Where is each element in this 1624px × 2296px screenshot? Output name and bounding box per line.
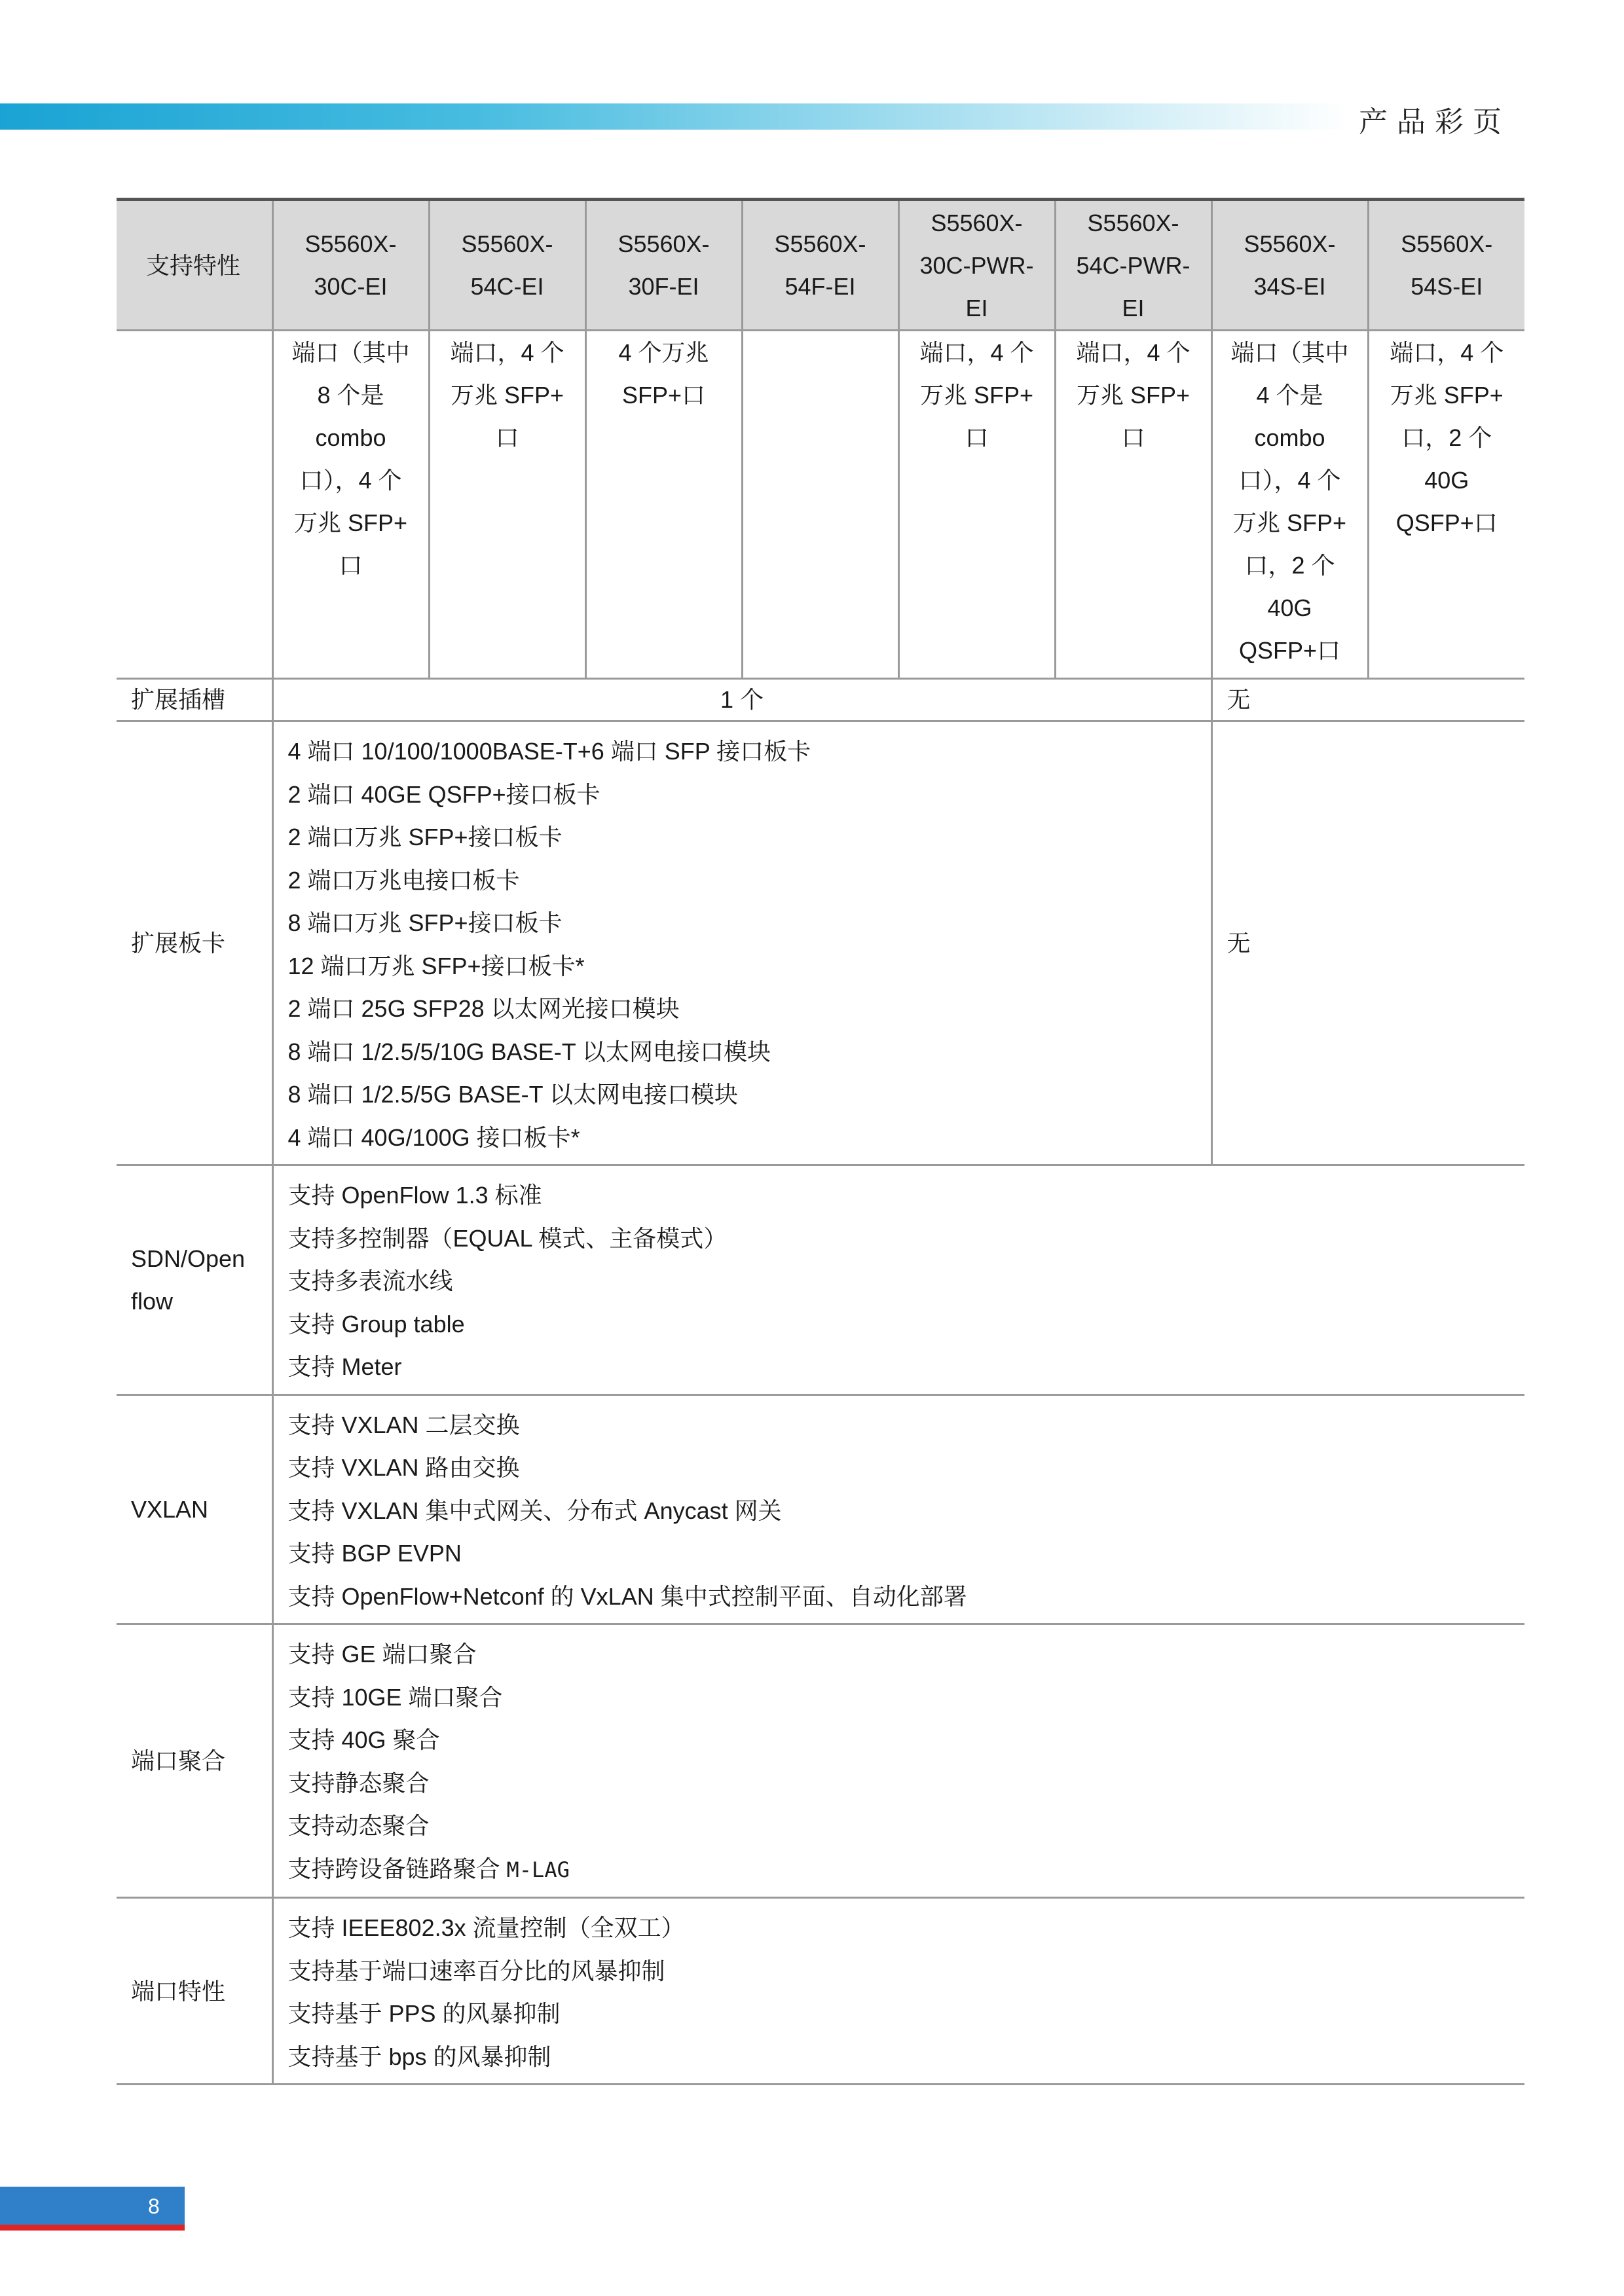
model-header: S5560X- 54S-EI bbox=[1368, 200, 1524, 331]
list-item: 2 端口万兆电接口板卡 bbox=[287, 866, 520, 894]
port-features-list bbox=[272, 1898, 1524, 2085]
spec-table bbox=[117, 198, 1524, 2085]
ports-cell: 4 个万兆 SFP+口 bbox=[585, 331, 742, 679]
ports-cell: 端口（其中 4 个是 combo 口），4 个 万兆 SFP+ 口，2 个 40G QSFP+口 bbox=[1211, 331, 1368, 679]
list-item: 支持 VXLAN 集中式网关、分布式 Anycast 网关 bbox=[287, 1497, 782, 1524]
list-item: 支持 OpenFlow 1.3 标准 bbox=[287, 1182, 542, 1209]
list-item: 支持 OpenFlow+Netconf 的 VxLAN 集中式控制平面、自动化部署 bbox=[287, 1582, 967, 1610]
model-header: S5560X- 54F-EI bbox=[742, 200, 898, 331]
ports-label-cell bbox=[117, 331, 272, 679]
sdn-label: SDN/Open flow bbox=[117, 1165, 272, 1395]
model-header: S5560X- 30C-EI bbox=[272, 200, 429, 331]
port-features-label: 端口特性 bbox=[117, 1898, 272, 2085]
list-item: 支持跨设备链路聚合 M-LAG bbox=[287, 1855, 570, 1882]
list-item: 8 端口 1/2.5/5G BASE-T 以太网电接口模块 bbox=[287, 1081, 738, 1108]
header-gradient-bar bbox=[0, 103, 1349, 130]
page-number: 8 bbox=[148, 2195, 160, 2218]
list-item: 支持基于端口速率百分比的风暴抑制 bbox=[287, 1957, 665, 1984]
aggregation-list bbox=[272, 1624, 1524, 1898]
feature-header: 支持特性 bbox=[117, 200, 272, 331]
list-item: 8 端口 1/2.5/5/10G BASE-T 以太网电接口模块 bbox=[287, 1038, 771, 1065]
list-item: 支持多控制器（EQUAL 模式、主备模式） bbox=[287, 1224, 728, 1252]
list-item: 2 端口 40GE QSFP+接口板卡 bbox=[287, 780, 600, 808]
expansion-card-row bbox=[117, 721, 1524, 1165]
ports-cell: 端口，4 个 万兆 SFP+ 口 bbox=[429, 331, 585, 679]
expansion-slot-row bbox=[117, 679, 1524, 721]
ports-cell bbox=[742, 331, 898, 679]
ports-cell: 端口，4 个 万兆 SFP+ 口 bbox=[898, 331, 1055, 679]
list-item: 支持 10GE 端口聚合 bbox=[287, 1683, 503, 1711]
list-item: 2 端口 25G SFP28 以太网光接口模块 bbox=[287, 995, 680, 1022]
list-item: 支持 VXLAN 二层交换 bbox=[287, 1411, 520, 1438]
list-item: 12 端口万兆 SFP+接口板卡* bbox=[287, 952, 585, 979]
vxlan-list bbox=[272, 1394, 1524, 1624]
vxlan-label: VXLAN bbox=[117, 1394, 272, 1624]
expansion-card-value-s: 无 bbox=[1211, 721, 1524, 1165]
aggregation-row bbox=[117, 1624, 1524, 1898]
sdn-list bbox=[272, 1165, 1524, 1395]
model-header: S5560X- 30F-EI bbox=[585, 200, 742, 331]
list-item: 支持 IEEE802.3x 流量控制（全双工） bbox=[287, 1914, 685, 1941]
list-item: 支持 Meter bbox=[287, 1353, 402, 1380]
list-item: 支持 BGP EVPN bbox=[287, 1540, 462, 1567]
list-item: 支持 40G 聚合 bbox=[287, 1726, 440, 1753]
model-header: S5560X- 54C-EI bbox=[429, 200, 585, 331]
model-header: S5560X- 54C-PWR- EI bbox=[1055, 200, 1211, 331]
ports-cell: 端口，4 个 万兆 SFP+ 口 bbox=[1055, 331, 1211, 679]
list-item: 8 端口万兆 SFP+接口板卡 bbox=[287, 909, 563, 936]
list-item: 支持 Group table bbox=[287, 1310, 465, 1338]
model-header: S5560X- 30C-PWR- EI bbox=[898, 200, 1055, 331]
header-row bbox=[117, 200, 1524, 331]
list-item: 2 端口万兆 SFP+接口板卡 bbox=[287, 824, 563, 850]
aggregation-label: 端口聚合 bbox=[117, 1624, 272, 1898]
model-header: S5560X- 34S-EI bbox=[1211, 200, 1368, 331]
ports-row bbox=[117, 331, 1524, 679]
list-item: 支持动态聚合 bbox=[287, 1812, 430, 1839]
expansion-card-list bbox=[272, 721, 1211, 1165]
sdn-row bbox=[117, 1165, 1524, 1395]
ports-cell: 端口（其中 8 个是 combo 口），4 个 万兆 SFP+ 口 bbox=[272, 331, 429, 679]
expansion-slot-label: 扩展插槽 bbox=[117, 679, 272, 721]
list-item: 支持 GE 端口聚合 bbox=[287, 1641, 477, 1667]
list-item: 支持静态聚合 bbox=[287, 1769, 430, 1796]
page-header-title: 产品彩页 bbox=[1359, 106, 1511, 138]
list-item: 4 端口 40G/100G 接口板卡* bbox=[287, 1123, 580, 1151]
list-item: 4 端口 10/100/1000BASE-T+6 端口 SFP 接口板卡 bbox=[287, 738, 811, 765]
vxlan-row bbox=[117, 1394, 1524, 1624]
list-item: 支持基于 bps 的风暴抑制 bbox=[287, 2043, 551, 2070]
expansion-card-label: 扩展板卡 bbox=[117, 721, 272, 1165]
expansion-slot-value: 1 个 bbox=[272, 679, 1211, 721]
ports-cell: 端口，4 个 万兆 SFP+ 口，2 个 40G QSFP+口 bbox=[1368, 331, 1524, 679]
expansion-slot-value-s: 无 bbox=[1211, 679, 1524, 721]
list-item: 支持多表流水线 bbox=[287, 1267, 453, 1294]
port-features-row bbox=[117, 1898, 1524, 2085]
list-item: 支持 VXLAN 路由交换 bbox=[287, 1454, 520, 1481]
list-item: 支持基于 PPS 的风暴抑制 bbox=[287, 2000, 561, 2027]
